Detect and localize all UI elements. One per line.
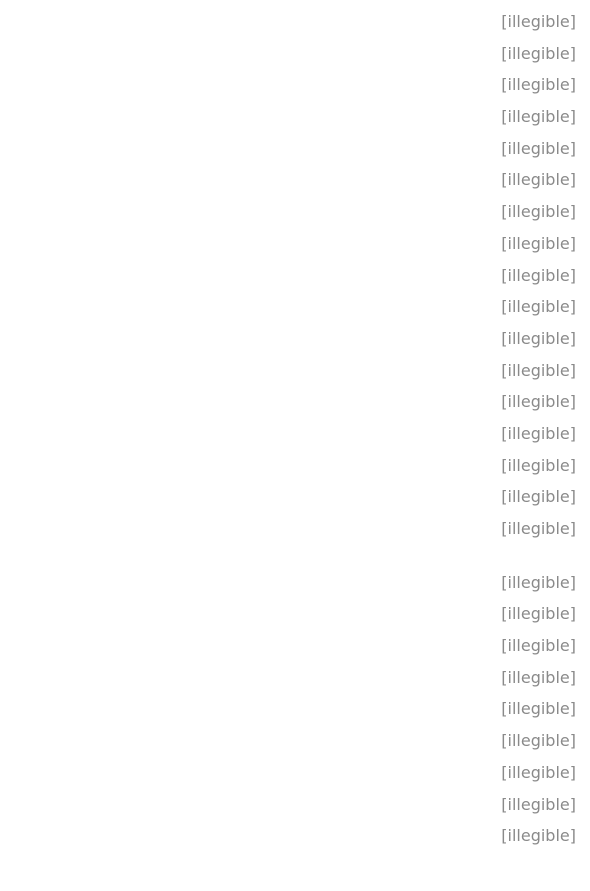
text-line: [illegible]: [501, 487, 576, 507]
text-line: [illegible]: [501, 12, 576, 31]
text-line: [illegible]: [501, 138, 576, 158]
text-line: [illegible]: [501, 107, 576, 127]
text-line: [illegible]: [501, 762, 576, 782]
paragraph-2: [14, 567, 576, 852]
text-line: [illegible]: [501, 794, 576, 814]
text-line: [illegible]: [501, 170, 576, 190]
text-line: [illegible]: [501, 572, 576, 592]
text-line: [illegible]: [501, 826, 576, 846]
paragraph-1: [14, 6, 576, 545]
text-line: [illegible]: [501, 699, 576, 719]
text-line: [illegible]: [501, 233, 576, 253]
text-line: [illegible]: [501, 328, 576, 348]
text-line: [illegible]: [501, 455, 576, 475]
text-line: [illegible]: [501, 604, 576, 624]
text-line: [illegible]: [501, 667, 576, 687]
text-line: [illegible]: [501, 75, 576, 95]
text-line: [illegible]: [501, 202, 576, 222]
text-line: [illegible]: [501, 360, 576, 380]
text-line: [illegible]: [501, 392, 576, 412]
paragraph-spacer: [14, 545, 576, 567]
text-line: [illegible]: [501, 297, 576, 317]
text-line: [illegible]: [501, 43, 576, 63]
text-line: [illegible]: [501, 636, 576, 656]
text-line: [illegible]: [501, 519, 576, 538]
text-line: [illegible]: [501, 423, 576, 443]
text-line: [illegible]: [501, 731, 576, 751]
text-line: [illegible]: [501, 265, 576, 285]
